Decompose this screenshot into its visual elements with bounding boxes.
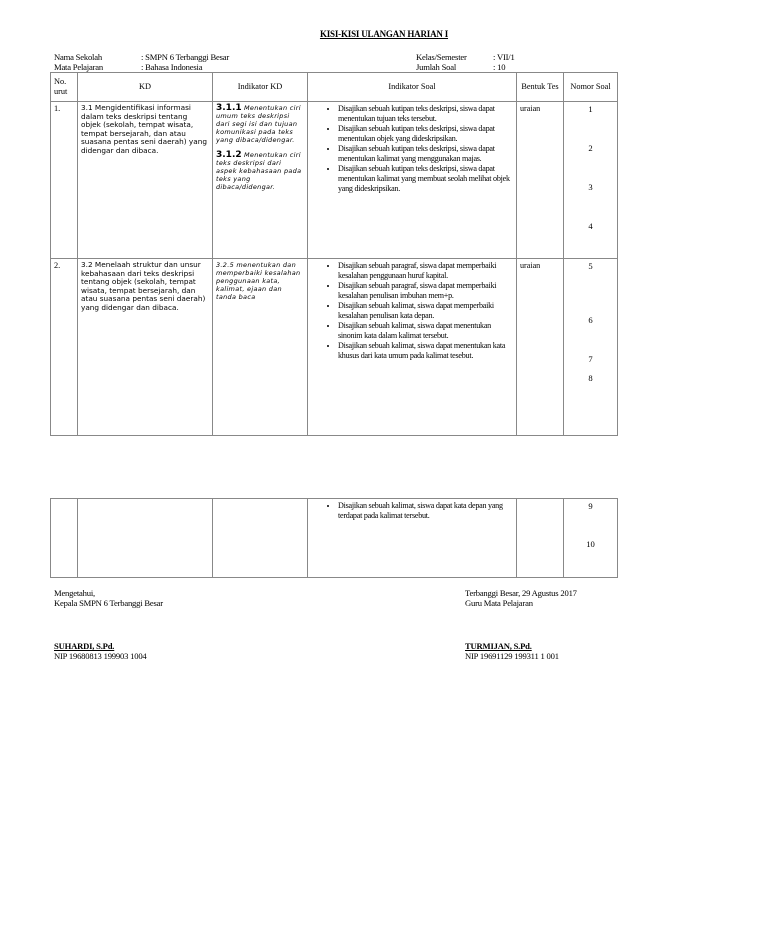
nomor-soal-cell (564, 102, 618, 259)
indikator-kd-cell (213, 102, 308, 259)
indikator-kd-number: 3.1.2 (216, 150, 242, 160)
header-nomor-soal: Nomor Soal (564, 73, 618, 102)
teacher-nip: NIP 19691129 199311 1 001 (465, 651, 559, 661)
kd-cell (78, 499, 213, 578)
indikator-kd-number: 3.1.1 (216, 103, 242, 113)
list-item: • Disajikan sebuah paragraf, siswa dapat memperbaiki kesalahan penulisan imbuhan mem+p. (338, 281, 513, 301)
acknowledged-label: Mengetahui, (54, 588, 95, 598)
bentuk-tes-cell: uraian (517, 102, 564, 259)
bentuk-tes-cell: uraian (517, 259, 564, 436)
indikator-kd-item (216, 104, 304, 144)
question-number: 10 (586, 539, 595, 549)
question-count-label: Jumlah Soal (416, 62, 457, 72)
list-item: • Disajikan sebuah kalimat, siswa dapat menentukan kata khusus dari kata umum pada kalimat tesebut. (338, 341, 513, 361)
document-title: KISI-KISI ULANGAN HARIAN I (319, 29, 449, 39)
question-count-value: : 10 (493, 62, 506, 72)
question-number: 1 (588, 104, 593, 114)
indikator-soal-cell (308, 499, 517, 578)
indikator-soal-cell (308, 102, 517, 259)
indikator-soal-list (311, 501, 513, 521)
table-row (51, 499, 618, 578)
kd-cell: 3.1 Mengidentifikasi informasi dalam teks deskripsi tentang objek (sekolah, tempat wisata, tempat bersejarah, dan atau suasana pentas seni daerah) yang didengar dan dibaca. (78, 102, 213, 259)
indikator-kd-text: Menentukan ciri teks deskripsi dari aspek kebahasaan pada teks yang dibaca/didengar. (216, 151, 302, 191)
teacher-name: TURMIJAN, S.Pd. (465, 641, 532, 651)
list-item: • Disajikan sebuah kutipan teks deskripsi, siswa dapat menentukan kalimat yang membuat seolah melihat objek yang dideskripsikan. (338, 164, 513, 194)
principal-title: Kepala SMPN 6 Terbanggi Besar (54, 598, 163, 608)
indikator-kd-text: Menentukan ciri umum teks deskripsi dari segi isi dan tujuan komunikasi pada teks yang dibaca/didengar. (216, 104, 301, 144)
class-semester-value: : VII/1 (493, 52, 515, 62)
question-number: 5 (588, 261, 593, 271)
list-item: • Disajikan sebuah paragraf, siswa dapat memperbaiki kesalahan penggunaan huruf kapital. (338, 261, 513, 281)
nomor-soal-cell (564, 499, 618, 578)
row-number: 1. (51, 102, 78, 259)
school-name-value: : SMPN 6 Terbanggi Besar (141, 52, 230, 62)
question-number: 8 (588, 373, 593, 383)
list-item: • Disajikan sebuah kalimat, siswa dapat memperbaiki kesalahan penulisan kata depan. (338, 301, 513, 321)
teacher-title: Guru Mata Pelajaran (465, 598, 533, 608)
indikator-kd-cell: 3.2.5 menentukan dan memperbaiki kesalahan penggunaan kata, kalimat, ejaan dan tanda baca (213, 259, 308, 436)
principal-name: SUHARDI, S.Pd. (54, 641, 115, 651)
kisi-kisi-table (50, 72, 618, 436)
continuation-table (50, 498, 618, 578)
place-date: Terbanggi Besar, 29 Agustus 2017 (465, 588, 577, 598)
principal-nip: NIP 19680813 199903 1004 (54, 651, 147, 661)
question-number: 2 (588, 143, 593, 153)
row-number: 2. (51, 259, 78, 436)
indikator-soal-cell (308, 259, 517, 436)
list-item: • Disajikan sebuah kalimat, siswa dapat kata depan yang terdapat pada kalimat tersebut. (338, 501, 513, 521)
header-kd: KD (78, 73, 213, 102)
indikator-kd-item (216, 151, 304, 191)
header-indikator-kd: Indikator KD (213, 73, 308, 102)
question-number: 6 (588, 315, 593, 325)
nomor-soal-cell (564, 259, 618, 436)
bentuk-tes-cell (517, 499, 564, 578)
subject-label: Mata Pelajaran (54, 62, 103, 72)
header-no: No. urut (51, 73, 78, 102)
subject-value: : Bahasa Indonesia (141, 62, 203, 72)
class-semester-label: Kelas/Semester (416, 52, 467, 62)
list-item: • Disajikan sebuah kutipan teks deskripsi, siswa dapat menentukan kalimat yang menggunakan majas. (338, 144, 513, 164)
indikator-soal-list (311, 104, 513, 194)
header-indikator-soal: Indikator Soal (308, 73, 517, 102)
indikator-soal-list (311, 261, 513, 361)
table-header-row (51, 73, 618, 102)
table-row (51, 259, 618, 436)
question-number: 9 (588, 501, 593, 511)
table-row (51, 102, 618, 259)
indikator-kd-cell (213, 499, 308, 578)
question-number: 4 (588, 221, 593, 231)
row-number (51, 499, 78, 578)
list-item: • Disajikan sebuah kutipan teks deskripsi, siswa dapat menentukan objek yang dideskripsikan. (338, 124, 513, 144)
list-item: • Disajikan sebuah kalimat, siswa dapat menentukan sinonim kata dalam kalimat tersebut. (338, 321, 513, 341)
question-number: 7 (588, 354, 593, 364)
kd-cell: 3.2 Menelaah struktur dan unsur kebahasaan dari teks deskripsi tentang objek (sekolah, tempat wisata, tempat bersejarah, dan atau suasana pentas seni daerah) yang didengar dan dibaca. (78, 259, 213, 436)
header-bentuk-tes: Bentuk Tes (517, 73, 564, 102)
school-name-label: Nama Sekolah (54, 52, 102, 62)
list-item: • Disajikan sebuah kutipan teks deskripsi, siswa dapat menentukan tujuan teks tersebut. (338, 104, 513, 124)
question-number: 3 (588, 182, 593, 192)
